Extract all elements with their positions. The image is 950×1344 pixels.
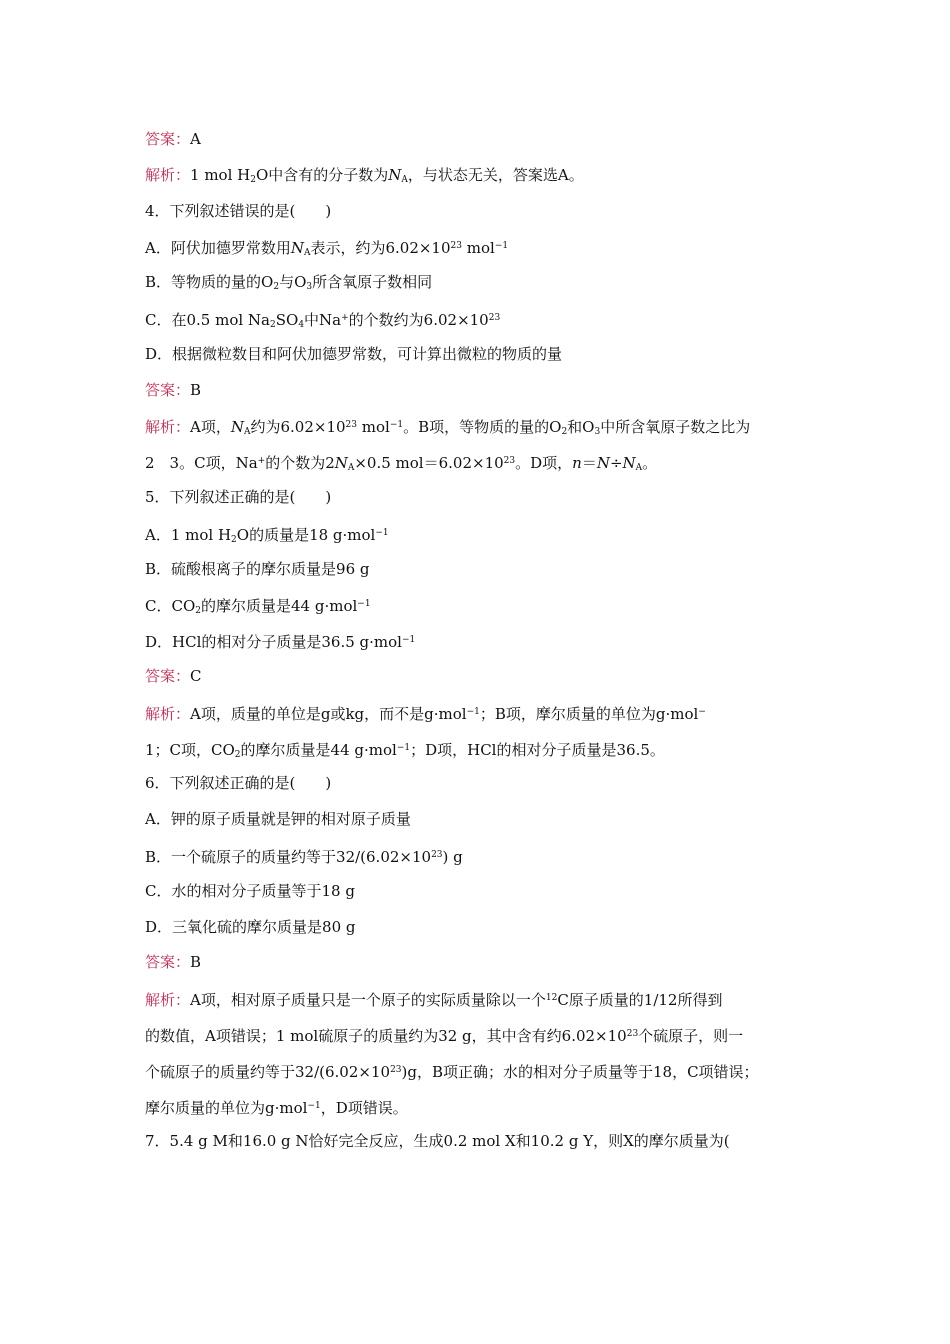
q4-analysis-2: 2 3。C项，Na+的个数为$2N_A\times 0.5$ $mol=6.02\times 10^{23}$。D项，$n=N\div N_A$。 (145, 454, 658, 474)
q6-option-b: B．一个硫原子的质量约等于$32/(6.02\times 10^{23})$ g (145, 847, 463, 866)
q6-analysis-4: 摩尔质量的单位为g·mol$^{-1}$，D项错误。 (145, 1098, 408, 1117)
answer-label: 答案： (145, 953, 191, 972)
q5-option-b: B．硫酸根离子的摩尔质量是96 g (145, 559, 370, 578)
q5-option-c: C．$CO_2$的摩尔质量是44 g·mol$^{-1}$ (145, 597, 371, 617)
q6-option-a: A．钾的原子质量就是钾的相对原子质量 (145, 810, 411, 829)
q6-option-c: C．水的相对分子质量等于18 g (145, 881, 355, 900)
q6-analysis-2: 的数值，A项错误；1 mol硫原子的质量约为32 g，其中含有约$6.02\times 10^{23}$个硫原子，则一 (145, 1026, 744, 1045)
q5-analysis-2: 1；C项，$CO_2$的摩尔质量是44 g·mol$^{-1}$；D项，HCl的相对分子质量是36.5。 (145, 740, 665, 760)
q7-stem: 7．5.4 g M和16.0 g N恰好完全反应，生成0.2 mol X和10.2 g Y，则X的摩尔质量为( (145, 1132, 730, 1151)
answer-label: 答案： (145, 380, 191, 399)
analysis-label: 解析： (145, 165, 191, 184)
analysis-label: 解析： (145, 704, 191, 723)
q5-option-d: D．HCl的相对分子质量是36.5 g·mol$^{-1}$ (145, 633, 416, 652)
answer-label: 答案： (145, 130, 191, 148)
q4-option-d: D．根据微粒数目和阿伏加德罗常数，可计算出微粒的物质的量 (145, 344, 563, 363)
q4-stem: 4．下列叙述错误的是( ) (145, 201, 332, 220)
q5-answer: 答案：C (145, 666, 202, 685)
q6-stem: 6．下列叙述正确的是( ) (145, 774, 332, 793)
q4-analysis-1: 解析：A项，$N_A$约为$6.02\times 10^{23}$ mol$^{-1}$。B项，等物质的量的$O_2$和$O_3$中所含氧原子数之比为 (145, 418, 751, 438)
q4-option-b: B．等物质的量的$O_2$与$O_3$所含氧原子数相同 (145, 273, 433, 293)
q6-answer: 答案：B (145, 953, 202, 972)
q4-option-a: A．阿伏加德罗常数用$N_A$表示，约为$6.02\times 10^{23}$ mol$^{-1}$ (145, 239, 509, 259)
q5-option-a: A．1 mol $H_2O$的质量是18 g·mol$^{-1}$ (145, 525, 389, 545)
q4-answer: 答案：B (145, 380, 202, 399)
q5-analysis-1: 解析：A项，质量的单位是g或kg，而不是g·mol$^{-1}$；B项，摩尔质量的单位为g·mol− (145, 704, 706, 723)
q6-analysis-3: 个硫原子的质量约等于$32/(6.02\times 10^{23})g$，B项正确；水的相对分子质量等于18，C项错误； (145, 1062, 759, 1081)
q5-stem: 5．下列叙述正确的是( ) (145, 487, 332, 506)
q4-option-c: C．在0.5 mol $Na_2SO_4$中Na+的个数约为$6.02\times 10^{23}$ (145, 310, 501, 330)
document-page (145, 122, 825, 1160)
analysis-label: 解析： (145, 418, 191, 437)
answer-label: 答案： (145, 666, 191, 685)
q3-analysis: 解析：1 mol $H_2O$中含有的分子数为$N_A$，与状态无关，答案选A。 (145, 165, 584, 185)
q3-answer: 答案：A (145, 130, 201, 148)
analysis-label: 解析： (145, 991, 191, 1010)
q6-analysis-1: 解析：A项，相对原子质量只是一个原子的实际质量除以一个$^{12}$C原子质量的1/12所得到 (145, 991, 723, 1010)
q6-option-d: D．三氧化硫的摩尔质量是80 g (145, 917, 356, 936)
